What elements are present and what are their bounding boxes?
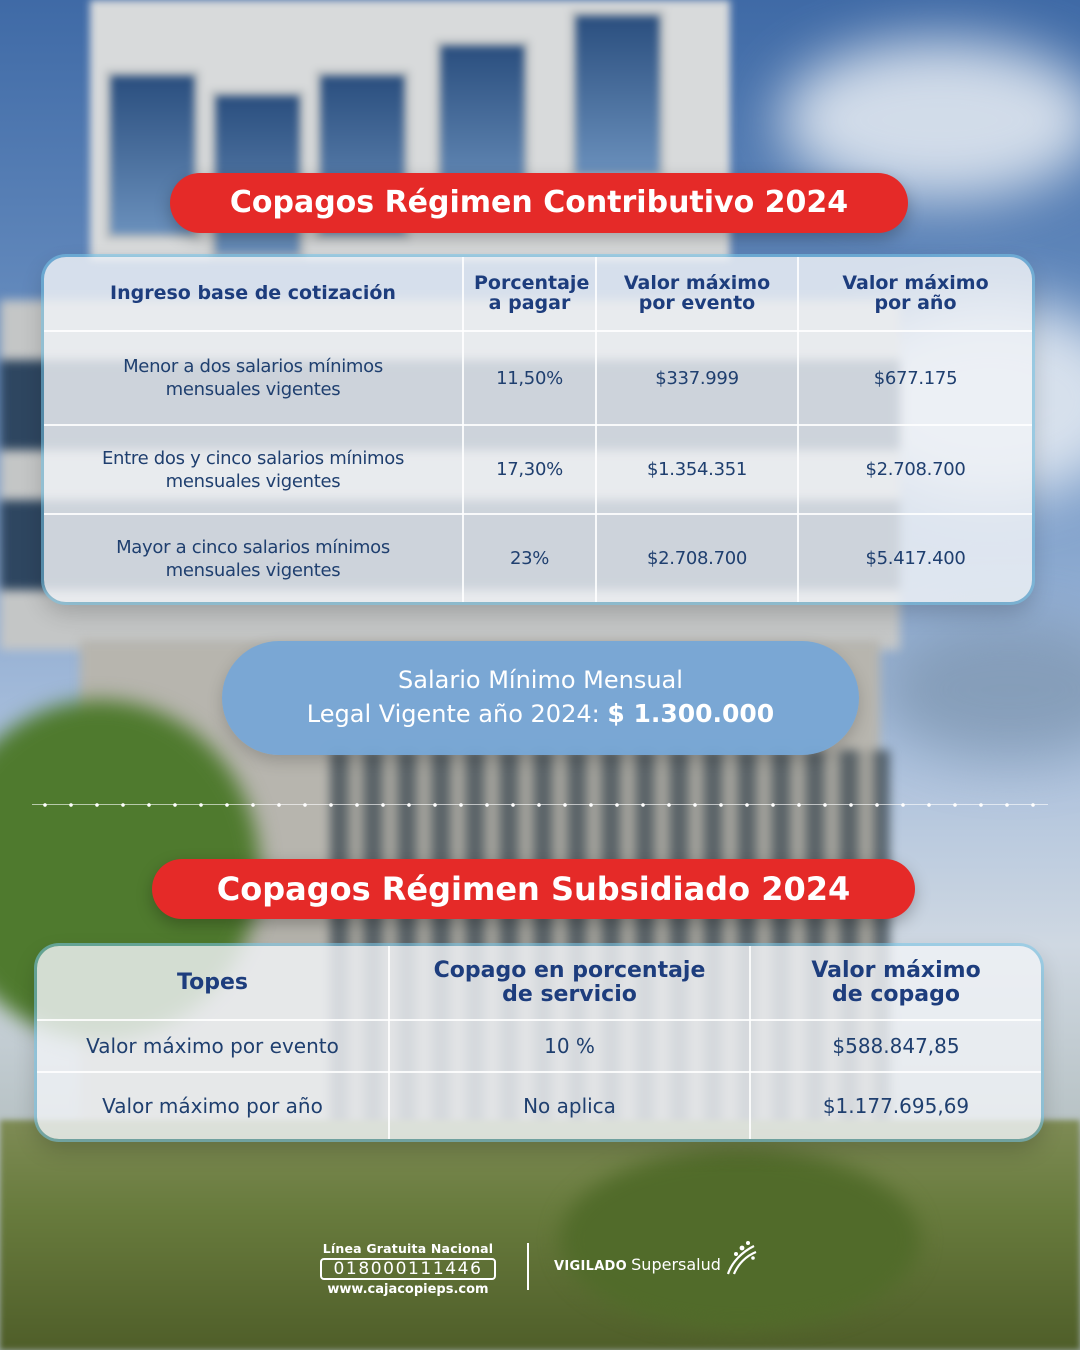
contributivo-table bbox=[44, 257, 1032, 602]
table-cell: Valor máximo por evento bbox=[37, 1020, 389, 1072]
table-cell: Entre dos y cinco salarios mínimos mensuales vigentes bbox=[44, 425, 463, 514]
minimum-wage-amount: $ 1.300.000 bbox=[607, 699, 775, 728]
table-cell: 11,50% bbox=[463, 331, 596, 425]
column-header: Valor máximo de copago bbox=[750, 946, 1041, 1020]
supervision-label bbox=[554, 1255, 721, 1274]
table-cell: Menor a dos salarios mínimos mensuales vigentes bbox=[44, 331, 463, 425]
subsidiado-table bbox=[37, 946, 1041, 1139]
table-cell: $588.847,85 bbox=[750, 1020, 1041, 1072]
supersalud-logo-icon bbox=[720, 1238, 760, 1278]
supersalud-text: Supersalud bbox=[631, 1255, 721, 1274]
website-link[interactable]: www.cajacopieps.com bbox=[327, 1282, 489, 1297]
table-cell: $5.417.400 bbox=[798, 514, 1032, 602]
minimum-wage-line-1: Salario Mínimo Mensual bbox=[398, 666, 683, 694]
table-cell: 17,30% bbox=[463, 425, 596, 514]
column-header: Valor máximo por evento bbox=[596, 257, 798, 331]
table-row bbox=[44, 514, 1032, 602]
hotline-block bbox=[318, 1241, 498, 1297]
dotted-divider bbox=[32, 803, 1048, 807]
column-header: Ingreso base de cotización bbox=[44, 257, 463, 331]
table-header-row bbox=[37, 946, 1041, 1020]
table-cell: $2.708.700 bbox=[798, 425, 1032, 514]
table-cell: 10 % bbox=[389, 1020, 750, 1072]
minimum-wage-badge bbox=[222, 641, 859, 755]
subsidiado-title: Copagos Régimen Subsidiado 2024 bbox=[152, 859, 915, 919]
footer-divider bbox=[527, 1243, 529, 1290]
hotline-label: Línea Gratuita Nacional bbox=[322, 1241, 494, 1256]
contributivo-title: Copagos Régimen Contributivo 2024 bbox=[170, 173, 908, 233]
table-row bbox=[44, 425, 1032, 514]
table-row bbox=[37, 1020, 1041, 1072]
column-header: Porcentaje a pagar bbox=[463, 257, 596, 331]
column-header: Topes bbox=[37, 946, 389, 1020]
subsidiado-table-card bbox=[37, 946, 1041, 1139]
table-cell: $2.708.700 bbox=[596, 514, 798, 602]
table-cell: $337.999 bbox=[596, 331, 798, 425]
minimum-wage-line-2 bbox=[222, 697, 859, 731]
hotline-number: 018000111446 bbox=[320, 1258, 496, 1280]
minimum-wage-label: Legal Vigente año 2024: bbox=[306, 700, 600, 728]
table-cell: No aplica bbox=[389, 1072, 750, 1139]
table-cell: $1.354.351 bbox=[596, 425, 798, 514]
table-cell: $677.175 bbox=[798, 331, 1032, 425]
table-cell: Valor máximo por año bbox=[37, 1072, 389, 1139]
table-cell: 23% bbox=[463, 514, 596, 602]
contributivo-table-card bbox=[44, 257, 1032, 602]
table-cell: Mayor a cinco salarios mínimos mensuales vigentes bbox=[44, 514, 463, 602]
column-header: Copago en porcentaje de servicio bbox=[389, 946, 750, 1020]
table-header-row bbox=[44, 257, 1032, 331]
column-header: Valor máximo por año bbox=[798, 257, 1032, 331]
table-cell: $1.177.695,69 bbox=[750, 1072, 1041, 1139]
vigilado-text: VIGILADO bbox=[554, 1259, 627, 1274]
table-row bbox=[37, 1072, 1041, 1139]
table-row bbox=[44, 331, 1032, 425]
